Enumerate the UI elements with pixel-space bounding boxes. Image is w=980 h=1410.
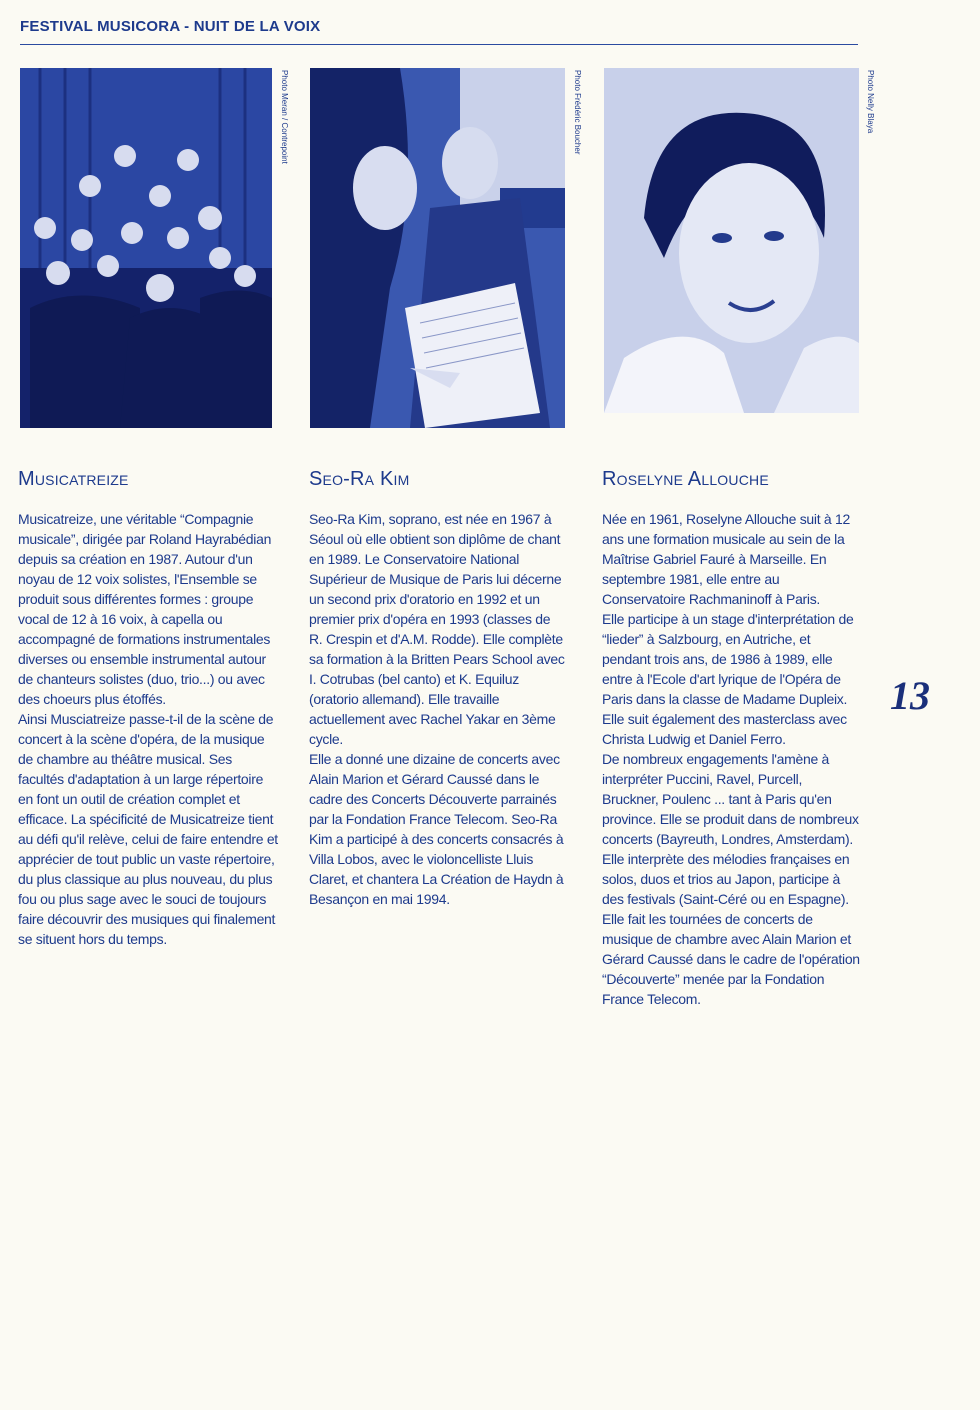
paragraph: De nombreux engagements l'amène à interpréter Puccini, Ravel, Purcell, Bruckner, Poulenc ... tant à Paris qu'en province. Elle se produit dans de nombreux concerts (Bayreuth, Londres, Amsterdam). Elle interprète des mélodies françaises en solos, duos et trios au Japon, participe à des festivals (Saint-Céré ou en Espagne). bbox=[602, 751, 859, 907]
photo-seo-ra-kim bbox=[310, 68, 565, 428]
article-title: Seo-Ra Kim bbox=[309, 468, 410, 490]
paragraph: Elle fait les tournées de concerts de musique de chambre avec Alain Marion et Gérard Caussé dans le cadre de l'opération “Découverte” menée par la Fondation France Telecom. bbox=[602, 911, 860, 1007]
page-number: 13 bbox=[890, 673, 930, 718]
photo-credit: Photo Frédéric Boucher bbox=[573, 70, 582, 155]
article-body bbox=[18, 509, 280, 949]
photo-credit: Photo Meran / Contrepoint bbox=[280, 70, 289, 164]
article-seo-ra-kim bbox=[309, 468, 567, 909]
photo-musicatreize bbox=[20, 68, 272, 428]
article-roselyne-allouche bbox=[602, 468, 860, 1009]
paragraph: Ainsi Musciatreize passe-t-il de la scène de concert à la scène d'opéra, de la musique de chambre au théâtre musical. Ses facultés d'adaptation à un large répertoire en font un outil de création complet et efficace. La spécificité de Musicatreize tient au défi qu'il relève, celui de faire entendre et apprécier de tout public un vaste répertoire, du plus classique au plus nouveau, du plus fou ou plus sage avec le souci de toujours faire découvrir des musiques qui finalement se situent hors du temps. bbox=[18, 711, 278, 947]
photo-roselyne-allouche bbox=[604, 68, 859, 413]
paragraph: Elle a donné une dizaine de concerts avec Alain Marion et Gérard Caussé dans le cadre des Concerts Découverte parrainés par la Fondation France Telecom. Seo-Ra Kim a participé à des concerts consacrés à Villa Lobos, avec le violoncelliste Lluis Claret, et chantera La Création de Haydn à Besançon en mai 1994. bbox=[309, 751, 564, 907]
paragraph: Elle participe à un stage d'interprétation de “lieder” à Salzbourg, en Autriche, et pendant trois ans, de 1986 à 1989, elle entre à l'Ecole d'art lyrique de l'Opéra de Paris dans la classe de Madame Dupleix. Elle suit également des masterclass avec Christa Ludwig et Daniel Ferro. bbox=[602, 611, 854, 747]
paragraph: Musicatreize, une véritable “Compagnie musicale”, dirigée par Roland Hayrabédian depuis sa création en 1987. Autour d'un noyau de 12 voix solistes, l'Ensemble se produit sous différentes formes : groupe vocal de 12 à 16 voix, à capella ou accompagné de formations instrumentales diverses ou ensemble instrumental autour de chanteurs solistes (duo, trio...) ou avec des choeurs plus étoffés. bbox=[18, 511, 272, 707]
paragraph: Seo-Ra Kim, soprano, est née en 1967 à Séoul où elle obtient son diplôme de chant en 1989. Le Conservatoire National Supérieur de Musique de Paris lui décerne un second prix d'oratorio en 1992 et un premier prix d'opéra en 1993 (classes de R. Crespin et d'A.M. Rodde). Elle complète sa formation à la Britten Pears School avec I. Cotrubas (bel canto) et K. Equiluz (oratorio allemand). Elle travaille actuellement avec Rachel Yakar en 3ème cycle. bbox=[309, 511, 565, 747]
article-title: Musicatreize bbox=[18, 468, 129, 490]
photo-credit: Photo Nelly Blaya bbox=[866, 70, 875, 134]
header-rule bbox=[20, 44, 858, 45]
paragraph: Née en 1961, Roselyne Allouche suit à 12 ans une formation musicale au sein de la Maîtrise Gabriel Fauré à Marseille. En septembre 1981, elle entre au Conservatoire Rachmaninoff à Paris. bbox=[602, 511, 850, 607]
article-title: Roselyne Allouche bbox=[602, 468, 769, 490]
article-body bbox=[602, 509, 860, 1009]
page-header: FESTIVAL MUSICORA - NUIT DE LA VOIX bbox=[20, 18, 321, 35]
article-body bbox=[309, 509, 567, 909]
article-musicatreize bbox=[18, 468, 280, 949]
